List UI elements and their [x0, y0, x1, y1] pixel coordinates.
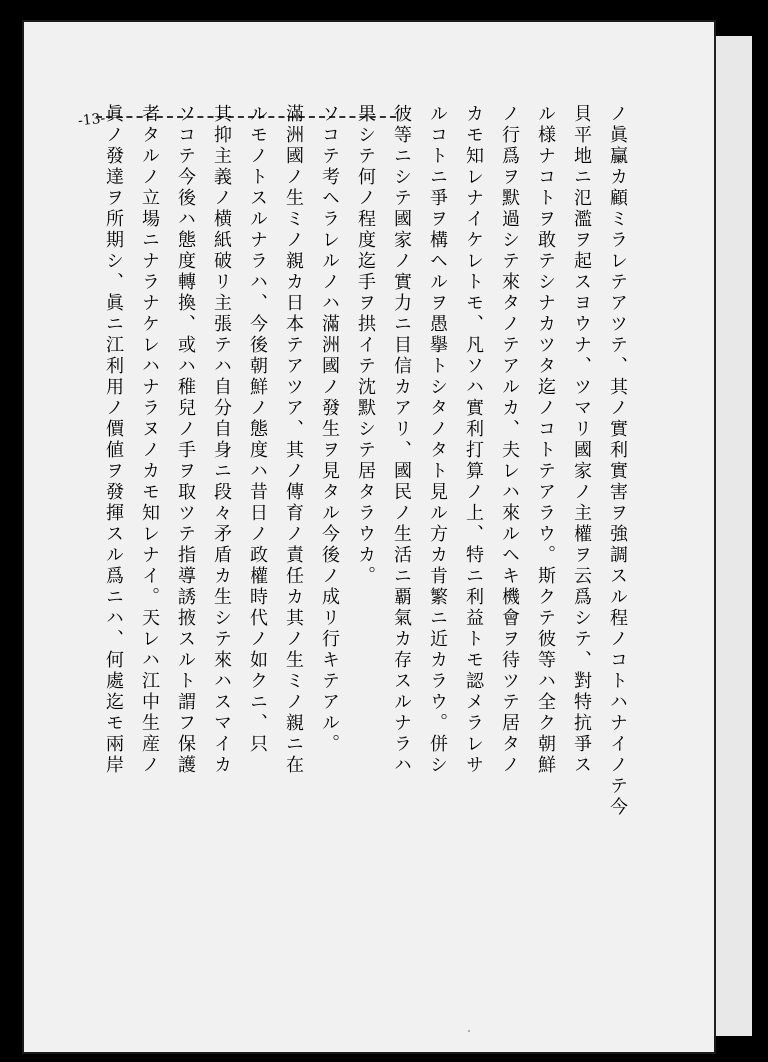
text-column: ノ行爲ヲ默過シテ來タノテアルカ、夫レハ來ルヘキ機會ヲ待ツテ居タノ: [499, 104, 520, 776]
paper-speck: [468, 1030, 470, 1032]
adjacent-page-edge: [714, 36, 752, 1036]
text-column: ソコテ考ヘラレルノハ滿洲國ノ發生ヲ見タル今後ノ成リ行キテアル。: [319, 104, 340, 755]
text-column: 其抑主義ノ横紙破リ主張テハ自分自身ニ段々矛盾カ生シテ來ハスマイカ: [211, 104, 232, 776]
text-column: ルコトニ爭ヲ構ヘルヲ愚擧トシタノタト見ル方カ肯繁ニ近カラウ。併シ: [427, 104, 448, 776]
text-column: 滿洲國ノ生ミノ親カ日本テアツア、其ノ傳育ノ責任カ其ノ生ミノ親ニ在: [283, 104, 304, 776]
page-number: -13-: [77, 110, 107, 130]
text-column: 彼等ニシテ國家ノ實力ニ目信カアリ、國民ノ生活ニ覇氣カ存スルナラハ: [391, 104, 412, 776]
text-column: ノ眞臝カ顧ミラレテアツテ、其ノ實利實害ヲ強調スル程ノコトハナイノテ今: [607, 104, 628, 818]
text-column: 貝平地ニ氾濫ヲ起スヨウナ、ツマリ國家ノ主權ヲ云爲シテ、對特抗爭ス: [571, 104, 592, 776]
text-column: ソコテ今後ハ態度轉換、或ハ稚兒ノ手ヲ取ツテ指導誘掖スルト謂フ保護: [175, 104, 196, 776]
text-column: 眞ノ發達ヲ所期シ、眞ニ江利用ノ價値ヲ發揮スル爲ニハ、何處迄モ兩岸: [103, 104, 124, 776]
text-column: ル様ナコトヲ敢テシナカツタ迄ノコトテアラウ。斯クテ彼等ハ全ク朝鮮: [535, 104, 556, 776]
text-column: カモ知レナイケレトモ、凡ソハ實利打算ノ上、特ニ利益トモ認メラレサ: [463, 104, 484, 776]
text-column: 者タルノ立場ニナラナケレハナラヌノカモ知レナイ。天レハ江中生産ノ: [139, 104, 160, 776]
text-column: 果シテ何ノ程度迄手ヲ拱イテ沈默シテ居タラウカ。: [355, 104, 376, 587]
text-column: ルモノトスルナラハ、今後朝鮮ノ態度ハ昔日ノ政權時代ノ如クニ、只: [247, 104, 268, 755]
